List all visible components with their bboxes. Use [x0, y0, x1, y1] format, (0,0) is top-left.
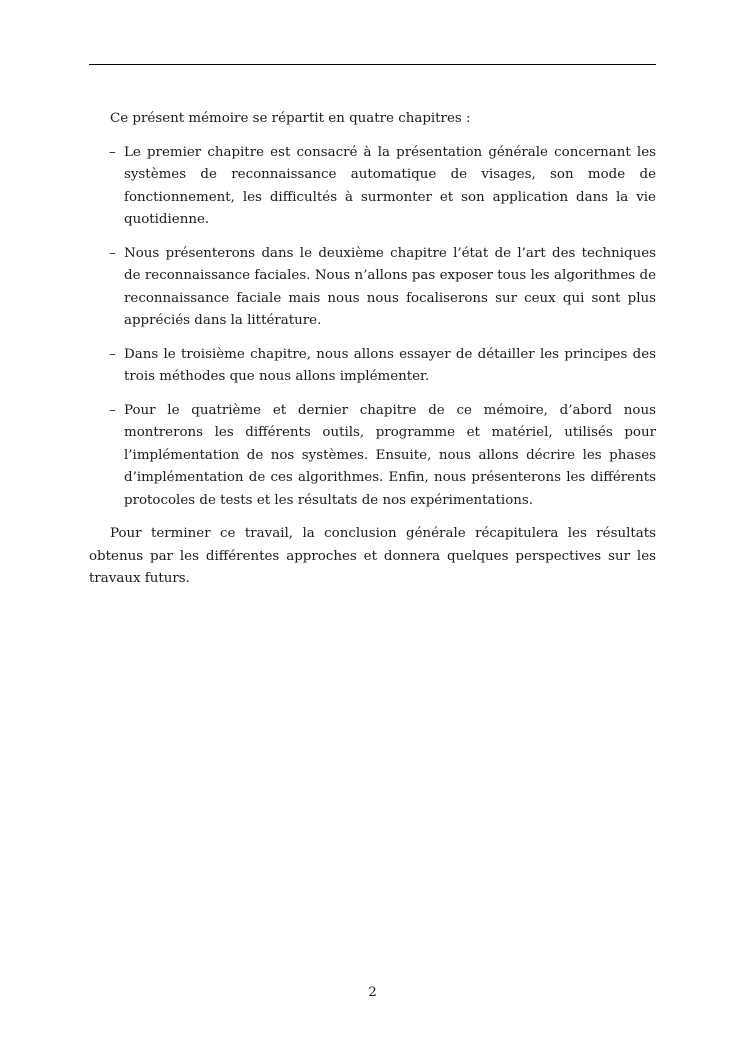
bullet-dash: – — [109, 245, 116, 261]
list-item — [109, 400, 656, 513]
list-item-text: Le premier chapitre est consacré à la présentation générale concernant les systèmes de reconnaissance automatique de visages, son mode de fonctionnement, les difficultés à surmonter et son application dans la vie quotidienne. — [124, 144, 656, 227]
list-item-text: Nous présenterons dans le deuxième chapitre l’état de l’art des techniques de reconnaissance faciales. Nous n’allons pas exposer tous les algorithmes de reconnaissance faciale mais nous nous focaliserons sur ceux qui sont plus appréciés dans la littérature. — [124, 245, 656, 328]
page-body — [89, 108, 656, 591]
list-item — [109, 243, 656, 333]
list-item — [109, 142, 656, 232]
list-item — [109, 344, 656, 389]
page-number: 2 — [368, 985, 377, 1000]
intro-paragraph: Ce présent mémoire se répartit en quatre chapitres : — [110, 111, 471, 126]
list-item-text: Pour le quatrième et dernier chapitre de ce mémoire, d’abord nous montrerons les différents outils, programme et matériel, utilisés pour l’implémentation de nos systèmes. Ensuite, nous allons décrire les phases d’implémentation de ces algorithmes. Enfin, nous présenterons les différents protocoles de tests et les résultats de nos expérimentations. — [124, 402, 656, 508]
bullet-dash: – — [109, 346, 116, 362]
conclusion-paragraph: Pour terminer ce travail, la conclusion générale récapitulera les résultats obtenus par les différentes approches et donnera quelques perspectives sur les travaux futurs. — [89, 526, 656, 586]
chapter-list — [89, 142, 656, 513]
list-item-text: Dans le troisième chapitre, nous allons essayer de détailler les principes des trois méthodes que nous allons implémenter. — [124, 346, 656, 384]
bullet-dash: – — [109, 402, 116, 418]
bullet-dash: – — [109, 144, 116, 160]
header-rule — [89, 64, 656, 65]
